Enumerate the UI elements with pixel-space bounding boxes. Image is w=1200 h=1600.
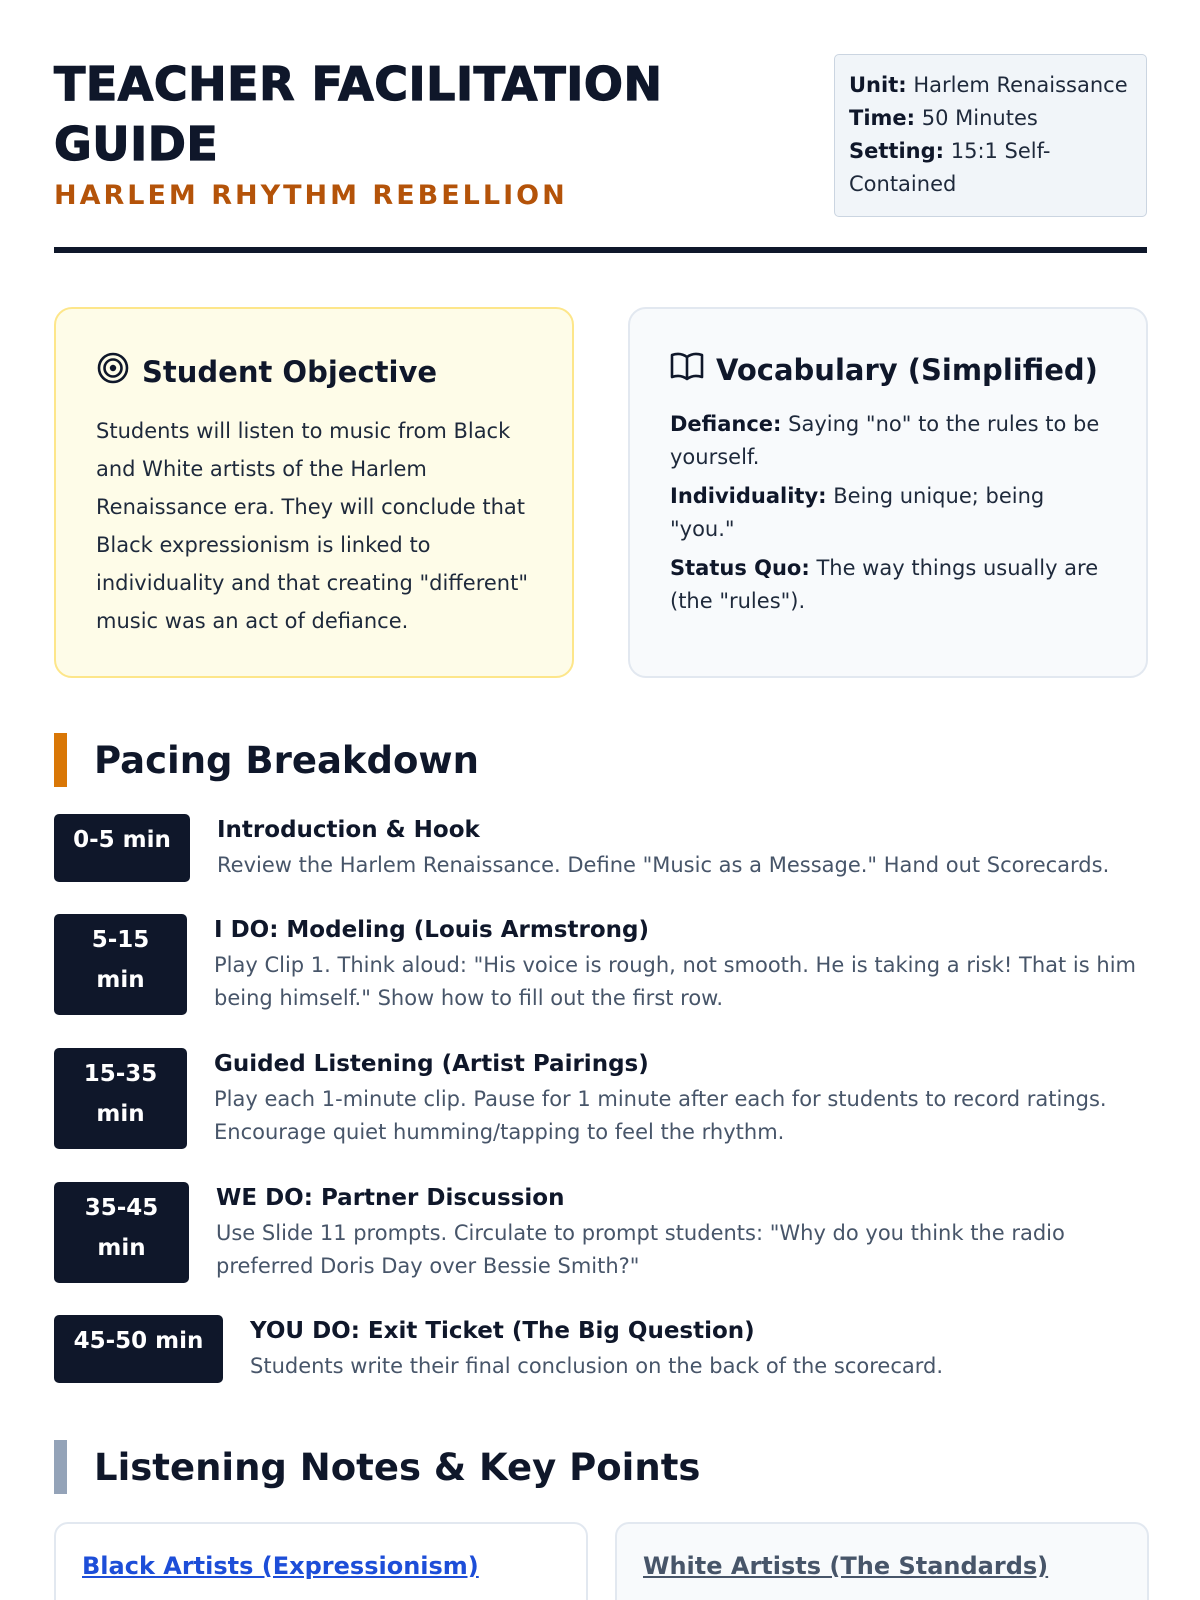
pacing-step-title: I DO: Modeling (Louis Armstrong) bbox=[214, 917, 649, 943]
pacing-step-desc: Play Clip 1. Think aloud: "His voice is rough, not smooth. He is taking a risk! That is him being himself." Show how to fill out the first row. bbox=[214, 953, 1136, 1010]
target-icon bbox=[96, 351, 130, 392]
vocab-item: Defiance: Saying "no" to the rules to be yourself. bbox=[670, 412, 1100, 469]
pacing-step-title: Guided Listening (Artist Pairings) bbox=[214, 1051, 649, 1077]
pacing-row bbox=[54, 1048, 1147, 1149]
pacing-step-desc: Play each 1-minute clip. Pause for 1 minute after each for students to record ratings. Encourage quiet humming/tapping to feel the rhythm. bbox=[214, 1087, 1107, 1144]
objective-heading bbox=[96, 351, 532, 392]
vocab-item: Status Quo: The way things usually are (the "rules"). bbox=[670, 556, 1099, 613]
objective-title: Student Objective bbox=[142, 354, 438, 389]
pacing-title: Pacing Breakdown bbox=[94, 738, 479, 782]
book-icon bbox=[670, 351, 704, 388]
vocab-item: Individuality: Being unique; being "you." bbox=[670, 484, 1045, 541]
pacing-section-header bbox=[54, 733, 479, 787]
notes-section-header bbox=[54, 1440, 700, 1494]
vocabulary-title: Vocabulary (Simplified) bbox=[716, 352, 1098, 387]
time-badge: 0-5 min bbox=[54, 814, 190, 882]
lesson-info-box bbox=[834, 54, 1147, 217]
pacing-step-desc: Use Slide 11 prompts. Circulate to prompt students: "Why do you think the radio preferred Doris Day over Bessie Smith?" bbox=[216, 1221, 1065, 1278]
section-accent-bar bbox=[54, 1440, 67, 1494]
pacing-step-title: YOU DO: Exit Ticket (The Big Question) bbox=[250, 1318, 755, 1344]
header-divider bbox=[54, 247, 1147, 253]
page-subtitle: HARLEM RHYTHM REBELLION bbox=[54, 180, 568, 211]
time-badge: 35-45 min bbox=[54, 1182, 189, 1283]
unit-line: Unit: Harlem Renaissance bbox=[849, 73, 1128, 97]
pacing-row bbox=[54, 914, 1147, 1015]
pacing-step-desc: Review the Harlem Renaissance. Define "Music as a Message." Hand out Scorecards. bbox=[217, 853, 1110, 877]
page-title: TEACHER FACILITATION GUIDE bbox=[54, 57, 663, 171]
time-line: Time: 50 Minutes bbox=[849, 106, 1038, 130]
pacing-step-desc: Students write their final conclusion on the back of the scorecard. bbox=[250, 1354, 943, 1378]
pacing-step-title: Introduction & Hook bbox=[217, 817, 480, 843]
pacing-row bbox=[54, 814, 1147, 882]
pacing-row bbox=[54, 1182, 1147, 1283]
vocabulary-card bbox=[628, 307, 1148, 678]
objective-card bbox=[54, 307, 574, 678]
page-header bbox=[54, 54, 1147, 255]
objective-text: Students will listen to music from Black and White artists of the Harlem Renaissance era. They will conclude that Black expressionism is linked to individuality and that creating "different" music was an act of defiance. bbox=[96, 419, 528, 633]
pacing-step-title: WE DO: Partner Discussion bbox=[216, 1185, 565, 1211]
setting-line: Setting: 15:1 Self-Contained bbox=[849, 139, 1051, 196]
time-badge: 15-35 min bbox=[54, 1048, 187, 1149]
section-accent-bar bbox=[54, 733, 67, 787]
black-artists-link[interactable]: Black Artists (Expressionism) bbox=[82, 1552, 479, 1580]
pacing-row bbox=[54, 1315, 1147, 1383]
white-artists-card bbox=[615, 1522, 1149, 1600]
vocabulary-heading bbox=[670, 351, 1106, 388]
notes-title: Listening Notes & Key Points bbox=[94, 1445, 701, 1489]
white-artists-link[interactable]: White Artists (The Standards) bbox=[643, 1552, 1049, 1580]
time-badge: 5-15 min bbox=[54, 914, 187, 1015]
black-artists-card bbox=[54, 1522, 588, 1600]
time-badge: 45-50 min bbox=[54, 1315, 223, 1383]
